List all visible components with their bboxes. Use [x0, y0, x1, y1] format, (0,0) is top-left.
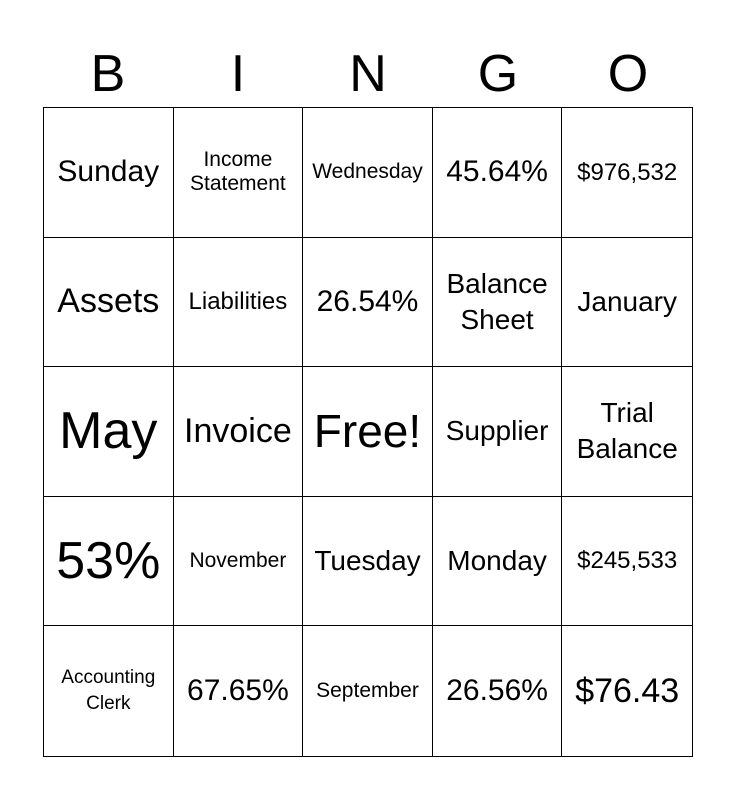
bingo-cell-r2-c1[interactable]: Assets	[44, 238, 174, 368]
bingo-cell-r5-c1[interactable]: Accounting Clerk	[44, 626, 174, 756]
bingo-cell-r1-c1[interactable]: Sunday	[44, 108, 174, 238]
header-letter-g: G	[477, 45, 519, 103]
bingo-cell-r2-c2[interactable]: Liabilities	[174, 238, 304, 368]
bingo-cell-r1-c2[interactable]: Income Statement	[174, 108, 304, 238]
bingo-cell-r5-c3[interactable]: September	[303, 626, 433, 756]
bingo-cell-r4-c4[interactable]: Monday	[433, 497, 563, 627]
header-letter-i: I	[230, 45, 246, 103]
bingo-header	[43, 40, 693, 108]
bingo-cell-r1-c3[interactable]: Wednesday	[303, 108, 433, 238]
bingo-cell-r3-c4[interactable]: Supplier	[433, 367, 563, 497]
free-space-cell[interactable]: Free!	[303, 367, 433, 497]
bingo-cell-r2-c3[interactable]: 26.54%	[303, 238, 433, 368]
bingo-cell-r4-c3[interactable]: Tuesday	[303, 497, 433, 627]
bingo-cell-r5-c2[interactable]: 67.65%	[174, 626, 304, 756]
bingo-cell-r1-c4[interactable]: 45.64%	[433, 108, 563, 238]
header-letter-n: N	[349, 45, 387, 103]
bingo-cell-r2-c4[interactable]: Balance Sheet	[433, 238, 563, 368]
bingo-cell-r3-c1[interactable]: May	[44, 367, 174, 497]
bingo-cell-r5-c5[interactable]: $76.43	[575, 671, 680, 710]
bingo-cell-r3-c2[interactable]: Invoice	[174, 367, 304, 497]
bingo-cell-r3-c5[interactable]: Trial Balance	[562, 367, 692, 497]
bingo-cell-r4-c1[interactable]: 53%	[44, 497, 174, 627]
bingo-board	[43, 107, 693, 757]
header-letter-o: O	[607, 45, 649, 103]
bingo-cell-r4-c5[interactable]: $245,533	[562, 497, 692, 627]
bingo-cell-r5-c4[interactable]: 26.56%	[433, 626, 563, 756]
bingo-cell-r1-c5[interactable]: $976,532	[562, 108, 692, 238]
header-letter-b: B	[90, 45, 126, 103]
bingo-cell-r4-c2[interactable]: November	[174, 497, 304, 627]
bingo-cell-r2-c5[interactable]: January	[562, 238, 692, 368]
